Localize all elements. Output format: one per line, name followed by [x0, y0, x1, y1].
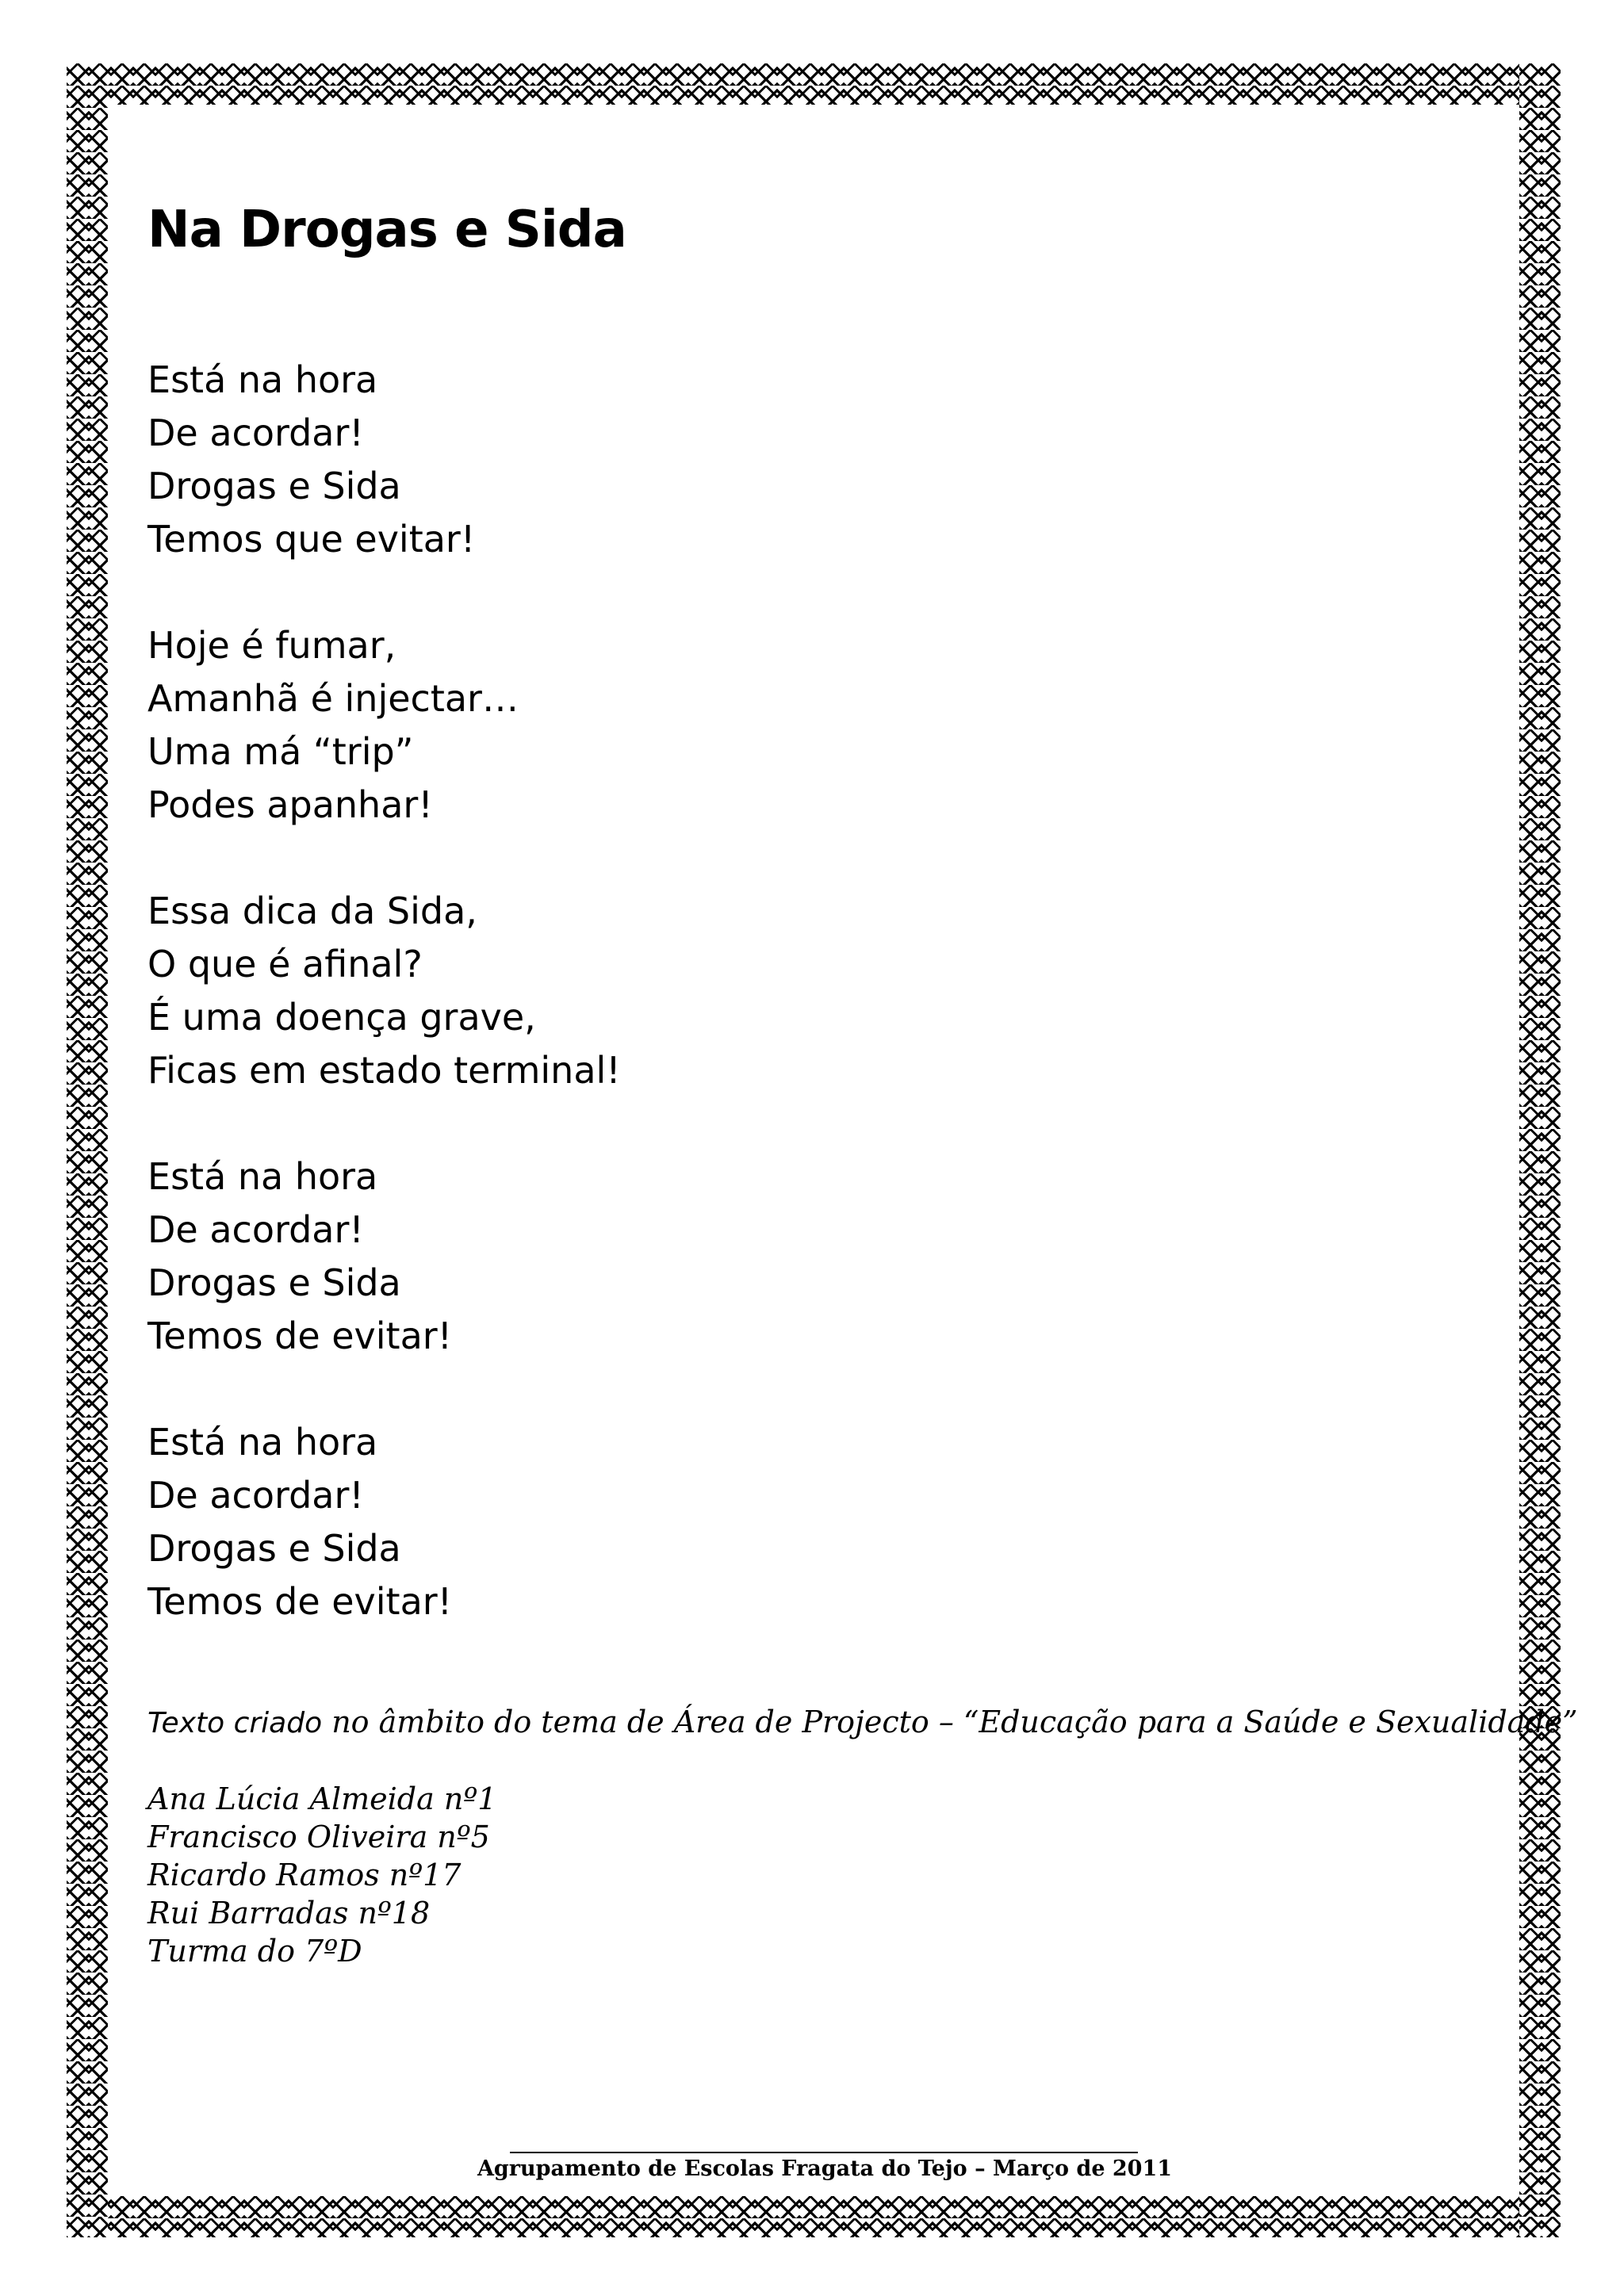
decorative-border-top — [67, 63, 1561, 105]
stanza-2 — [147, 619, 1416, 832]
author-name: Rui Barradas nº18 — [147, 1896, 431, 1931]
stanza-5 — [147, 1416, 1416, 1628]
credit-note — [147, 1705, 1578, 1740]
poem — [147, 354, 1416, 1682]
poem-line: Essa dica da Sida, — [147, 890, 477, 932]
author-name: Ricardo Ramos nº17 — [147, 1858, 462, 1892]
decorative-border-bottom — [67, 2196, 1561, 2237]
author-list — [147, 1780, 496, 1970]
poem-line: Hoje é fumar, — [147, 624, 396, 667]
author-name: Francisco Oliveira nº5 — [147, 1820, 490, 1854]
decorative-border-left — [67, 63, 108, 2237]
poem-line: De acordar! — [147, 1208, 364, 1251]
author-name: Ana Lúcia Almeida nº1 — [147, 1781, 497, 1816]
page-title: Na Drogas e Sida — [147, 201, 626, 259]
poem-line: De acordar! — [147, 411, 364, 454]
poem-line: Está na hora — [147, 358, 378, 401]
class-name: Turma do 7ºD — [147, 1934, 362, 1969]
decorative-border-right — [1519, 63, 1561, 2237]
poem-line: Temos de evitar! — [147, 1580, 453, 1623]
stanza-1 — [147, 354, 1416, 566]
poem-line: Podes apanhar! — [147, 783, 433, 826]
poem-line: Amanhã é injectar… — [147, 677, 519, 720]
credit-text: no âmbito do tema de Área de Projecto – “Educação para a Saúde e Sexualidade” — [322, 1705, 1578, 1739]
poem-line: Uma má “trip” — [147, 730, 414, 773]
poem-line: Drogas e Sida — [147, 1527, 401, 1570]
credit-lead: Texto criado — [147, 1707, 323, 1739]
poem-line: Temos que evitar! — [147, 518, 476, 561]
poem-line: De acordar! — [147, 1474, 364, 1517]
stanza-3 — [147, 885, 1416, 1097]
poem-line: Drogas e Sida — [147, 465, 401, 507]
poem-line: Temos de evitar! — [147, 1314, 453, 1357]
stanza-4 — [147, 1150, 1416, 1363]
poem-line: O que é afinal? — [147, 943, 423, 985]
poem-line: Está na hora — [147, 1155, 378, 1198]
poem-line: É uma doença grave, — [147, 996, 536, 1039]
page-footer: Agrupamento de Escolas Fragata do Tejo – Março de 2011 — [477, 2156, 1173, 2181]
poem-line: Ficas em estado terminal! — [147, 1049, 621, 1092]
poem-line: Drogas e Sida — [147, 1261, 401, 1304]
footer-divider — [510, 2152, 1138, 2153]
poem-line: Está na hora — [147, 1421, 378, 1464]
